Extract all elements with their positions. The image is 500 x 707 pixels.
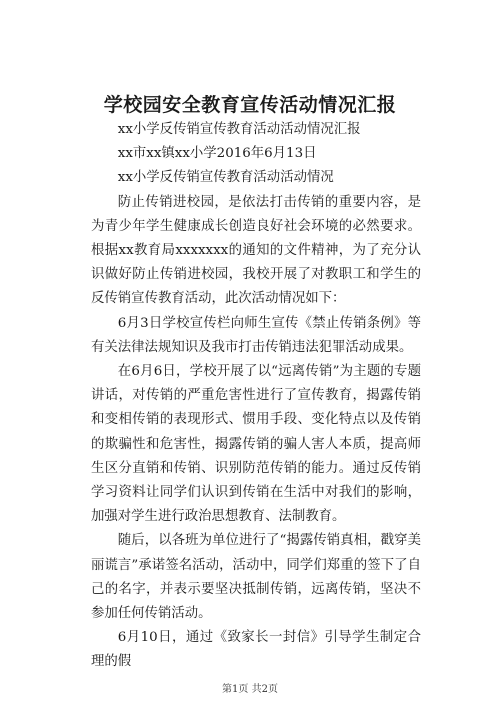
subtitle-line: xx小学反传销宣传教育活动活动情况汇报	[117, 122, 361, 137]
heading-line: xx小学反传销宣传教育活动活动情况	[117, 170, 334, 186]
body-paragraph: 6月10日，通过《致家长一封信》引导学生制定合理的假	[91, 630, 421, 670]
body-paragraph: 随后，以各班为单位进行了“揭露传销真相，戳穿美丽谎言”承诺签名活动，活动中，同学们郑重的签下了自己的名字，并表示要坚决抵制传销，远离传销，坚决不参加任何传销活动。	[91, 533, 421, 622]
body-paragraph: 在6月6日，学校开展了以“远离传销”为主题的专题讲话，对传销的严重危害性进行了宣传教育，揭露传销和变相传销的表现形式、惯用手段、变化特点以及传销的欺骗性和危害性，揭露传销的骗人害人本质，提高师生区分直销和传销、识别防范传销的能力。通过反传销学习资料让同学们认识到传销在生活中对我们的影响，加强对学生进行政治思想教育、法制教育。	[91, 364, 421, 525]
page-number: 第1页 共2页	[222, 684, 278, 695]
document-body	[91, 118, 421, 675]
body-paragraph: 防止传销进校园，是依法打击传销的重要内容，是为青少年学生健康成长创造良好社会环境的必然要求。根据xx教育局xxxxxxx的通知的文件精神，为了充分认识做好防止传销进校园，我校开展了对教职工和学生的反传销宣传教育活动，此次活动情况如下：	[91, 194, 421, 307]
body-paragraph: 6月3日学校宣传栏向师生宣传《禁止传销条例》等有关法律法规知识及我市打击传销违法犯罪活动成果。	[91, 315, 421, 355]
document-title: 学校园安全教育宣传活动情况汇报	[103, 94, 397, 116]
date-line: xx市xx镇xx小学2016年6月13日	[117, 146, 317, 162]
